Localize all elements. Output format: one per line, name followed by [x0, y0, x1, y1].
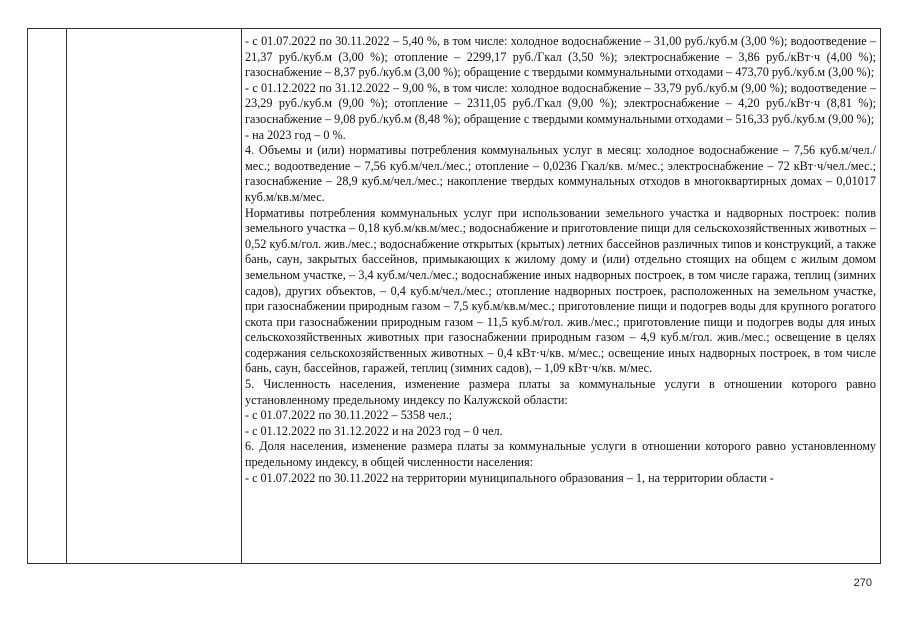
table-column-divider [66, 29, 67, 563]
page-number: 270 [853, 577, 872, 589]
document-table [27, 28, 881, 564]
paragraph: 6. Доля населения, изменение размера платы за коммунальные услуги в отношении которого равно установленному предельному индексу, в общей численности населения: [245, 439, 876, 470]
table-column-divider [241, 29, 242, 563]
paragraph: 5. Численность населения, изменение размера платы за коммунальные услуги в отношении которого равно установленному предельному индексу по Калужской области: [245, 377, 876, 407]
paragraph: - с 01.12.2022 по 31.12.2022 и на 2023 год – 0 чел. [245, 423, 503, 438]
table-content-cell [245, 34, 876, 563]
paragraph: 4. Объемы и (или) нормативы потребления коммунальных услуг в месяц: холодное водоснабжение – 7,56 куб.м/чел./мес.; водоотведение – 7,56 куб.м/чел./мес.; отопление – 0,0236 Гкал/кв. м/мес.; электроснабжение – 72 кВт·ч/чел./мес.; газоснабжение – 28,9 куб.м/чел./мес.; накопление твердых коммунальных отходов в многоквартирных домах – 0,01017 куб.м/кв.м/мес. [245, 143, 876, 204]
paragraph: - с 01.07.2022 по 30.11.2022 – 5,40 %, в том числе: холодное водоснабжение – 31,00 руб./куб.м (3,00 %); водоотведение – 21,37 руб./куб.м (3,00 %); отопление – 2299,17 руб./Гкал (3,50 %); электроснабжение – 3,86 руб./кВт·ч (4,00 %); газоснабжение – 8,37 руб./куб.м (3,00 %); обращение с твердыми коммунальными отходами – 473,70 руб./куб.м (3,00 %); [245, 34, 876, 80]
paragraph: - на 2023 год – 0 %. [245, 127, 346, 142]
paragraph: - с 01.07.2022 по 30.11.2022 на территории муниципального образования – 1, на территории области - [245, 470, 774, 485]
paragraph: Нормативы потребления коммунальных услуг при использовании земельного участка и надворных построек: полив земельного участка – 0,18 куб.м/кв.м/мес.; водоснабжение и приготовление пищи для сельскохозяйственных животных – 0,52 куб.м/гол. жив./мес.; водоснабжение открытых (крытых) летних бассейнов различных типов и конструкций, а также бань, саун, закрытых бассейнов, примыкающих к жилому дому и (или) отдельно стоящих на общем с жилым домом земельном участке, – 3,4 куб.м/чел./мес.; водоснабжение иных надворных построек, в том числе гаража, теплиц (зимних садов), других объектов, – 0,4 куб.м/чел./мес.; отопление надворных построек, расположенных на земельном участке, при газоснабжении природным газом – 7,5 куб.м/кв.м/мес.; приготовление пищи и подогрев воды для крупного рогатого скота при газоснабжении природным газом – 11,5 куб.м/гол. жив./мес.; приготовление пищи и подогрев воды для иных сельскохозяйственных животных при газоснабжении природным газом – 4,9 куб.м/гол. жив./мес.; освещение в целях содержания сельскохозяйственных животных – 0,4 кВт·ч/кв. м/мес.; освещение иных надворных построек, в том числе бань, саун, бассейнов, гаражей, теплиц (зимних садов), – 1,09 кВт·ч/кв. м/мес. [245, 205, 876, 376]
paragraph: - с 01.12.2022 по 31.12.2022 – 9,00 %, в том числе: холодное водоснабжение – 33,79 руб./куб.м (9,00 %); водоотведение – 23,29 руб./куб.м (9,00 %); отопление – 2311,05 руб./Гкал (9,00 %); электроснабжение – 4,20 руб./кВт·ч (8,81 %); газоснабжение – 9,08 руб./куб.м (8,48 %); обращение с твердыми коммунальными отходами – 516,33 руб./куб.м (9,00 %); [245, 80, 876, 126]
paragraph: - с 01.07.2022 по 30.11.2022 – 5358 чел.; [245, 408, 453, 423]
